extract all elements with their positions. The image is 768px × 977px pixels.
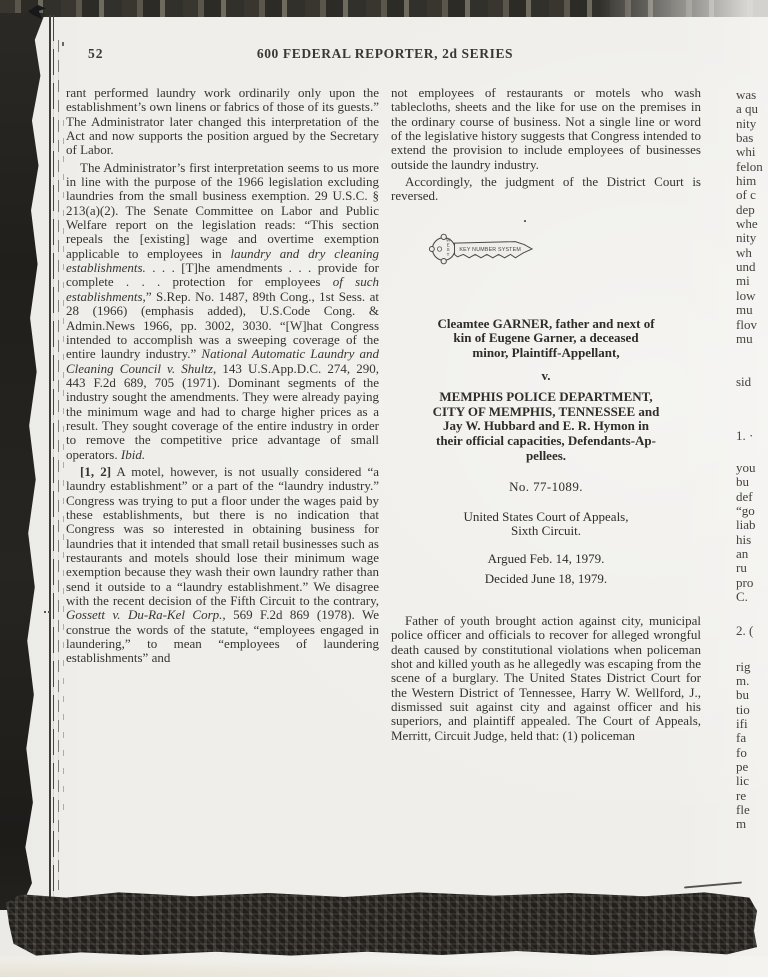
paragraph: not employees of restaurants or motels who wash tablecloths, sheets and the like for use on the premises in the ordinary course of business. Not a single line or word of the legislative history suggests that Congress intended to extend the provision to include employees of businesses outside the laundry industry. <box>391 85 701 172</box>
scan-artifact-top-band <box>0 0 768 17</box>
page-gutter-rule <box>63 120 64 820</box>
fragment-line: you <box>736 460 756 475</box>
paragraph: Father of youth brought action against city, municipal police officer and officials to recover for alleged wrongful death caused by constitutional violations when policeman shot and killed youth as he allegedly was escaping from the scene of a burglary. The United States District Court for the Western District of Tennessee, Harry W. Wellford, J., dismissed suit against city and against officer and his superiors, and plaintiff appealed. The Court of Appeals, Merritt, Circuit Judge, held that: (1) policeman <box>391 613 701 743</box>
fragment-line: mu <box>736 303 753 318</box>
fragment-line: m <box>736 817 747 832</box>
key-vertical-letter: E <box>446 242 450 248</box>
fragment-block <box>736 461 768 604</box>
fragment-line: ru <box>736 561 747 576</box>
page-number: 52 <box>88 46 104 61</box>
fragment-block <box>736 660 768 832</box>
page-gutter-rule <box>58 40 59 890</box>
text-line: minor, Plaintiff-Appellant, <box>472 344 620 360</box>
fragment-line: fo <box>736 745 747 760</box>
fragment-line: whe <box>736 217 758 232</box>
fragment-line: rig <box>736 659 751 674</box>
page-gutter-rule <box>53 15 54 903</box>
fragment-line: C. <box>736 589 748 604</box>
defendant-name <box>391 390 701 463</box>
fragment-line: bu <box>736 688 749 703</box>
fragment-line: wh <box>736 245 752 260</box>
fragment-block <box>736 429 768 443</box>
key-vertical-letter: S <box>446 246 450 252</box>
fragment-line: a qu <box>736 102 759 117</box>
ink-speck: . <box>523 210 527 225</box>
key-vertical-letter: W <box>446 237 451 243</box>
argued-date: Argued Feb. 14, 1979. <box>487 550 605 566</box>
page-gutter-rule <box>49 15 51 903</box>
text-line: pellees. <box>525 447 567 463</box>
west-key-number-system-logo <box>429 232 535 266</box>
fragment-line: low <box>736 288 756 303</box>
text-line: MEMPHIS POLICE DEPARTMENT, <box>439 389 653 405</box>
fragment-line: 1. · <box>736 428 754 443</box>
paragraph: Accordingly, the judgment of the District Court is reversed. <box>391 174 701 204</box>
text-line: kin of Eugene Garner, a deceased <box>453 330 639 346</box>
fragment-line: felon <box>736 159 763 174</box>
fragment-line: him <box>736 174 757 189</box>
key-icon <box>429 232 535 266</box>
reporter-title: 600 FEDERAL REPORTER, 2d SERIES <box>256 46 514 61</box>
text-line: CITY OF MEMPHIS, TENNESSEE and <box>432 403 660 419</box>
court-name <box>391 510 701 539</box>
docket-number: No. 77-1089. <box>509 479 583 495</box>
right-text-column <box>391 86 701 743</box>
fragment-line: und <box>736 260 756 275</box>
fragment-line: liab <box>736 518 756 533</box>
fragment-line: nity <box>736 231 757 246</box>
fragment-line: ifi <box>736 717 748 732</box>
scan-background-strip <box>0 956 768 977</box>
decided-date: Decided June 18, 1979. <box>484 571 608 587</box>
adjacent-page-text-fragments <box>736 88 768 848</box>
plaintiff-name <box>391 317 701 361</box>
fragment-line: mu <box>736 331 753 346</box>
fragment-block <box>736 624 768 638</box>
fragment-block <box>736 88 768 346</box>
text-line: United States Court of Appeals, <box>463 508 629 524</box>
fragment-line: bu <box>736 475 749 490</box>
fragment-line: nity <box>736 116 757 131</box>
fragment-line: re <box>736 788 747 803</box>
fragment-line: tio <box>736 702 750 717</box>
ink-speck <box>44 611 52 613</box>
fragment-line: mi <box>736 274 750 289</box>
book-binding-edge <box>0 13 47 910</box>
ink-speck <box>96 13 99 16</box>
fragment-line: fa <box>736 731 747 746</box>
fragment-line: flov <box>736 317 757 332</box>
text-line: Cleamtee GARNER, father and next of <box>437 315 655 331</box>
fragment-line: pe <box>736 760 749 775</box>
fragment-line: 2. ( <box>736 624 754 639</box>
text-line: Sixth Circuit. <box>510 523 582 539</box>
fragment-line: dep <box>736 202 755 217</box>
fragment-line: an <box>736 546 749 561</box>
text-line: their official capacities, Defendants-Ap- <box>435 432 656 448</box>
key-blade-text: KEY NUMBER SYSTEM <box>459 246 521 253</box>
opinion-conclusion <box>391 86 701 204</box>
running-head <box>66 46 704 64</box>
fragment-block <box>736 375 768 389</box>
fragment-line: of c <box>736 188 756 203</box>
key-ring-letter: O <box>436 246 443 254</box>
fragment-line: lic <box>736 774 749 789</box>
fragment-line: def <box>736 489 753 504</box>
left-text-column <box>66 86 379 666</box>
ink-speck <box>62 42 64 46</box>
paragraph: The Administrator’s first interpretation seems to us more in line with the purpose of the 1966 legislation excluding laundries from the small business exemption. 29 U.S.C. § 213(a)(2). The Senate Committee on Labor and Public Welfare report on the legislation reads: “This section repeals the [existing] wage and overtime exemption applicable to employees in laundry and dry cleaning establishments. . . . [T]he amendments . . . provide for complete . . . protection for employees of such establishments,” S.Rep. No. 1487, 89th Cong., 1st Sess. at 28 (1966) (emphasis added), U.S.Code Cong. & Admin.News 1966, pp. 3002, 3030. “[W]hat Congress intended to accomplish was a sweeping coverage of the entire laundry industry.” National Automatic Laundry and Cleaning Council v. Shultz, 143 U.S.App.D.C. 274, 290, 443 F.2d 689, 705 (1971). Dominant segments of the industry sought the amendments. They were already paying the minimum wage and had to charge higher prices as a result. They sought coverage of the entire industry in order to remove the competitive price advantage of small operators. Ibid. <box>66 159 380 462</box>
fragment-line: pro <box>736 575 754 590</box>
text-line: Jay W. Hubbard and E. R. Hymon in <box>443 418 649 434</box>
key-vertical-letter: T <box>446 251 450 257</box>
versus: v. <box>541 367 551 383</box>
fragment-line: fle <box>736 803 750 818</box>
fragment-line: “go <box>736 503 755 518</box>
paragraph: rant performed laundry work ordinarily only upon the establishment’s own linens or fabrics of those of its guests.” The Administrator later changed this interpretation of the Act and now supports the position argued by the Secretary of Labor. <box>66 85 379 158</box>
fragment-line: sid <box>736 375 752 390</box>
fragment-line: was <box>736 88 757 102</box>
fragment-line: bas <box>736 131 754 146</box>
fragment-line: m. <box>736 674 750 688</box>
ink-speck <box>684 881 742 888</box>
case-syllabus <box>391 614 701 743</box>
paragraph: [1, 2] A motel, however, is not usually considered “a laundry establishment” or a part of the “laundry industry.” Congress was trying to put a floor under the wages paid by these establishments, but there is no indication that Congress was so interested in obtaining business for laundries that it intended that small retail businesses such as restaurants and motels should lose their minimum wage exemption because they wash their own laundry rather than send it outside to a “laundry establishment.” We disagree with the recent decision of the Fifth Circuit to the contrary, Gossett v. Du-Ra-Kel Corp., 569 F.2d 869 (1978). We construe the words of the statute, “employees engaged in laundering,” to mean “employees of laundering establishments” and <box>66 463 379 666</box>
scan-artifact-bottom-band <box>6 891 757 957</box>
fragment-line: his <box>736 532 752 547</box>
case-caption <box>391 317 701 587</box>
fragment-line: whi <box>736 145 756 160</box>
